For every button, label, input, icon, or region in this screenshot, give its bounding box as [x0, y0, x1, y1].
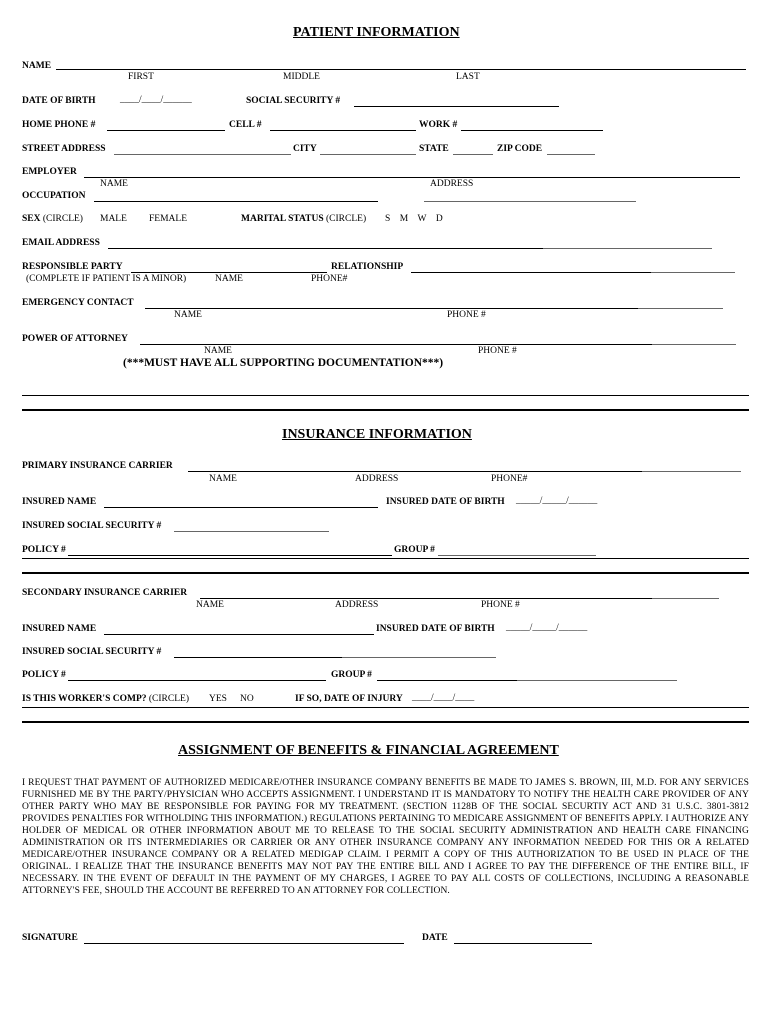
section-divider-2b: [22, 572, 749, 574]
power-of-attorney-field[interactable]: [142, 332, 734, 343]
sex-row: [22, 214, 83, 224]
insured-dob-label-2: INSURED DATE OF BIRTH: [376, 624, 495, 634]
occupation-extra-line: [424, 201, 636, 202]
policy-label: POLICY #: [22, 545, 66, 555]
city-line: [320, 154, 416, 155]
insured-ssn-label-2: INSURED SOCIAL SECURITY #: [22, 647, 162, 657]
secondary-name-sublabel: NAME: [196, 600, 224, 610]
workers-comp-circle-note: (CIRCLE): [148, 694, 189, 704]
emergency-contact-line: [145, 308, 638, 309]
workers-comp-label: IS THIS WORKER'S COMP?: [22, 694, 147, 704]
state-line: [453, 154, 493, 155]
zip-code-line: [547, 154, 595, 155]
insured-dob-label: INSURED DATE OF BIRTH: [386, 497, 505, 507]
marital-status-row: [241, 214, 366, 224]
responsible-party-field[interactable]: [133, 260, 325, 271]
group-label: GROUP #: [394, 545, 435, 555]
signature-label: SIGNATURE: [22, 933, 78, 943]
insured-name-line-2: [104, 634, 374, 635]
insured-name-field-2[interactable]: [106, 622, 372, 633]
relationship-line: [411, 272, 651, 273]
employer-label: EMPLOYER: [22, 167, 77, 177]
emergency-name-sublabel: NAME: [174, 310, 202, 320]
insured-name-line: [104, 507, 378, 508]
state-label: STATE: [419, 144, 449, 154]
group-field-2[interactable]: [379, 668, 675, 679]
cell-field[interactable]: [272, 118, 414, 129]
poa-phone-sublabel: PHONE #: [478, 346, 517, 356]
responsible-party-label: RESPONSIBLE PARTY: [22, 262, 123, 272]
employer-field[interactable]: [86, 165, 736, 176]
insurance-information-title: INSURANCE INFORMATION: [282, 427, 472, 442]
insured-ssn-line-2-ext: [342, 657, 496, 658]
power-of-attorney-label: POWER OF ATTORNEY: [22, 334, 128, 344]
relationship-label: RELATIONSHIP: [331, 262, 404, 272]
insured-name-label-2: INSURED NAME: [22, 624, 97, 634]
emergency-contact-field[interactable]: [147, 296, 721, 307]
state-field[interactable]: [454, 142, 492, 153]
assignment-agreement-text: I REQUEST THAT PAYMENT OF AUTHORIZED MEDICARE/OTHER INSURANCE COMPANY BENEFITS BE MADE TO JAMES S. BROWN, III, M.D. FOR ANY SERVICES FURNISHED ME BY THE PARTY/PHYSICIAN WHO ACCEPTS ASSIGNMENT. I UNDERSTAND IT IS MANDATORY TO NOTIFY THE HEALTH CARE PROVIDER OF ANY OTHER PARTY WHO MAY BE RESPONSIBLE FOR PAYING FOR MY TREATMENT. (SECTION 1128B OF THE SOCIAL SECURTIY ACT AND 31 U.S.C. 3801-3812 PROVIDES PENALTIES FOR WITHOLDING THIS INFORMATION.) REGULATIONS PERTAINING TO MEDICARE ASSIGNMENT OF BENEFITS APPLY. I AUTHORIZE ANY HOLDER OF MEDICAL OR OTHER INFORMATION ABOUT ME TO RELEASE TO THE SOCIAL SECURITY ADMINISTRATION AND HEALTH CARE FINANCING ADMINISTRATION OR ITS INTERMEDIARIES OR CARRIER OR ANY OTHER INSURANCE COMPANY ANY INFORMATION NEEDED FOR THIS OR A RELATED MEDICARE/OTHER INSURANCE COMPANY OR A RELATED MEDIGAP CLAIM. I PERMIT A COPY OF THIS AUTHORIZATION TO BE USED IN PLACE OF THE ORIGINAL. I REALIZE THAT THE INSURANCE BENEFITS MAY NOT PAY THE ENTIRE BILL AND I AGREE TO PAY THE DIFFERENCE OF THE ENTIRE BILL, IF NECESSARY. IN THE EVENT OF DEFAULT IN THE PAYMENT OF MY CHARGES, I AGREE TO PAY ALL COSTS OF COLLECTIONS, INCLUDING A REASONABLE ATTORNEY'S FEE, SHOULD THE ACCOUNT BE REFERRED TO AN ATTORNEY FOR COLLECTION.: [22, 778, 749, 896]
sex-label: SEX: [22, 214, 41, 224]
responsible-party-note: (COMPLETE IF PATIENT IS A MINOR): [26, 274, 187, 284]
section-divider-3b: [22, 721, 749, 723]
cell-label: CELL #: [229, 120, 262, 130]
group-label-2: GROUP #: [331, 670, 372, 680]
secondary-carrier-label: SECONDARY INSURANCE CARRIER: [22, 588, 188, 598]
poa-name-sublabel: NAME: [204, 346, 232, 356]
date-field[interactable]: [456, 931, 590, 942]
patient-information-title: PATIENT INFORMATION: [293, 25, 460, 40]
supporting-documentation-note: (***MUST HAVE ALL SUPPORTING DOCUMENTATION***): [123, 357, 444, 369]
name-line: [56, 69, 746, 70]
assignment-of-benefits-title: ASSIGNMENT OF BENEFITS & FINANCIAL AGREEMENT: [178, 743, 559, 758]
section-divider-3a: [22, 707, 749, 708]
street-address-field[interactable]: [116, 142, 289, 153]
section-divider-1b: [22, 409, 749, 411]
work-line: [461, 130, 603, 131]
date-of-injury-label: IF SO, DATE OF INJURY: [295, 694, 403, 704]
employer-line: [84, 177, 740, 178]
power-of-attorney-line: [140, 344, 652, 345]
name-label: NAME: [22, 61, 52, 71]
workers-comp-no-option[interactable]: NO: [240, 694, 254, 704]
dob-format[interactable]: ____/____/______: [120, 95, 192, 105]
first-sublabel: FIRST: [128, 72, 154, 82]
occupation-line: [94, 201, 378, 202]
work-label: WORK #: [419, 120, 458, 130]
sex-circle-note: (CIRCLE): [42, 214, 83, 224]
responsible-party-line: [131, 272, 327, 273]
primary-carrier-line: [188, 471, 642, 472]
email-address-line: [108, 248, 543, 249]
policy-field-2[interactable]: [70, 668, 324, 679]
signature-line: [84, 943, 404, 944]
middle-sublabel: MIDDLE: [283, 72, 320, 82]
primary-carrier-line-ext: [642, 471, 741, 472]
policy-line-2: [68, 680, 326, 681]
date-of-injury-format[interactable]: ____/____/____: [412, 693, 475, 703]
group-field[interactable]: [440, 543, 594, 554]
responsible-name-sublabel: NAME: [215, 274, 243, 284]
group-line-2: [377, 680, 517, 681]
sex-female-option[interactable]: FEMALE: [149, 214, 187, 224]
policy-label-2: POLICY #: [22, 670, 66, 680]
email-address-line-ext: [543, 248, 712, 249]
secondary-carrier-field[interactable]: [202, 586, 716, 597]
workers-comp-row: [22, 694, 189, 704]
insured-dob-format[interactable]: _____/_____/______: [516, 496, 598, 506]
email-address-label: EMAIL ADDRESS: [22, 238, 100, 248]
primary-phone-sublabel: PHONE#: [491, 474, 528, 484]
primary-carrier-field[interactable]: [190, 459, 738, 470]
insured-name-label: INSURED NAME: [22, 497, 97, 507]
primary-carrier-label: PRIMARY INSURANCE CARRIER: [22, 461, 173, 471]
insured-ssn-field-2[interactable]: [176, 645, 494, 656]
home-phone-field[interactable]: [108, 118, 223, 129]
emergency-contact-line-ext: [638, 308, 723, 309]
home-phone-line: [107, 130, 225, 131]
insured-ssn-line-2: [174, 657, 342, 658]
cell-line: [270, 130, 416, 131]
primary-name-sublabel: NAME: [209, 474, 237, 484]
insured-ssn-field[interactable]: [176, 519, 327, 530]
secondary-carrier-line: [200, 598, 652, 599]
section-divider-1a: [22, 395, 749, 396]
emergency-contact-label: EMERGENCY CONTACT: [22, 298, 134, 308]
employer-address-sublabel: ADDRESS: [430, 179, 474, 189]
policy-line: [68, 555, 392, 556]
name-field[interactable]: [60, 58, 740, 69]
occupation-field[interactable]: [96, 189, 376, 200]
secondary-carrier-line-ext: [652, 598, 719, 599]
date-line: [454, 943, 592, 944]
insured-ssn-line: [174, 531, 329, 532]
marital-circle-note: (CIRCLE): [326, 214, 367, 224]
ssn-line: [354, 106, 559, 107]
dob-label: DATE OF BIRTH: [22, 96, 96, 106]
street-address-label: STREET ADDRESS: [22, 144, 106, 154]
email-address-field[interactable]: [110, 236, 710, 247]
city-field[interactable]: [322, 142, 414, 153]
date-label: DATE: [422, 933, 448, 943]
group-line-2-ext: [517, 680, 677, 681]
policy-field[interactable]: [70, 543, 390, 554]
city-label: CITY: [293, 144, 317, 154]
ssn-label: SOCIAL SECURITY #: [246, 96, 341, 106]
signature-field[interactable]: [86, 931, 402, 942]
secondary-phone-sublabel: PHONE #: [481, 600, 520, 610]
power-of-attorney-line-ext: [652, 344, 736, 345]
work-field[interactable]: [463, 118, 601, 129]
street-address-line: [114, 154, 291, 155]
relationship-field[interactable]: [413, 260, 733, 271]
home-phone-label: HOME PHONE #: [22, 120, 96, 130]
zip-code-label: ZIP CODE: [497, 144, 543, 154]
responsible-phone-sublabel: PHONE#: [311, 274, 348, 284]
last-sublabel: LAST: [456, 72, 480, 82]
employer-name-sublabel: NAME: [100, 179, 128, 189]
section-divider-2a: [22, 558, 749, 559]
insured-dob-format-2[interactable]: _____/_____/______: [506, 623, 588, 633]
workers-comp-yes-option[interactable]: YES: [209, 694, 227, 704]
ssn-field[interactable]: [356, 94, 556, 105]
secondary-address-sublabel: ADDRESS: [335, 600, 379, 610]
marital-status-options[interactable]: S M W D: [385, 214, 443, 224]
group-line: [438, 555, 596, 556]
insured-name-field[interactable]: [106, 495, 376, 506]
occupation-label: OCCUPATION: [22, 191, 86, 201]
marital-status-label: MARITAL STATUS: [241, 214, 324, 224]
primary-address-sublabel: ADDRESS: [355, 474, 399, 484]
zip-code-field[interactable]: [548, 142, 594, 153]
sex-male-option[interactable]: MALE: [100, 214, 127, 224]
emergency-phone-sublabel: PHONE #: [447, 310, 486, 320]
insured-ssn-label: INSURED SOCIAL SECURITY #: [22, 521, 162, 531]
relationship-line-ext: [651, 272, 735, 273]
